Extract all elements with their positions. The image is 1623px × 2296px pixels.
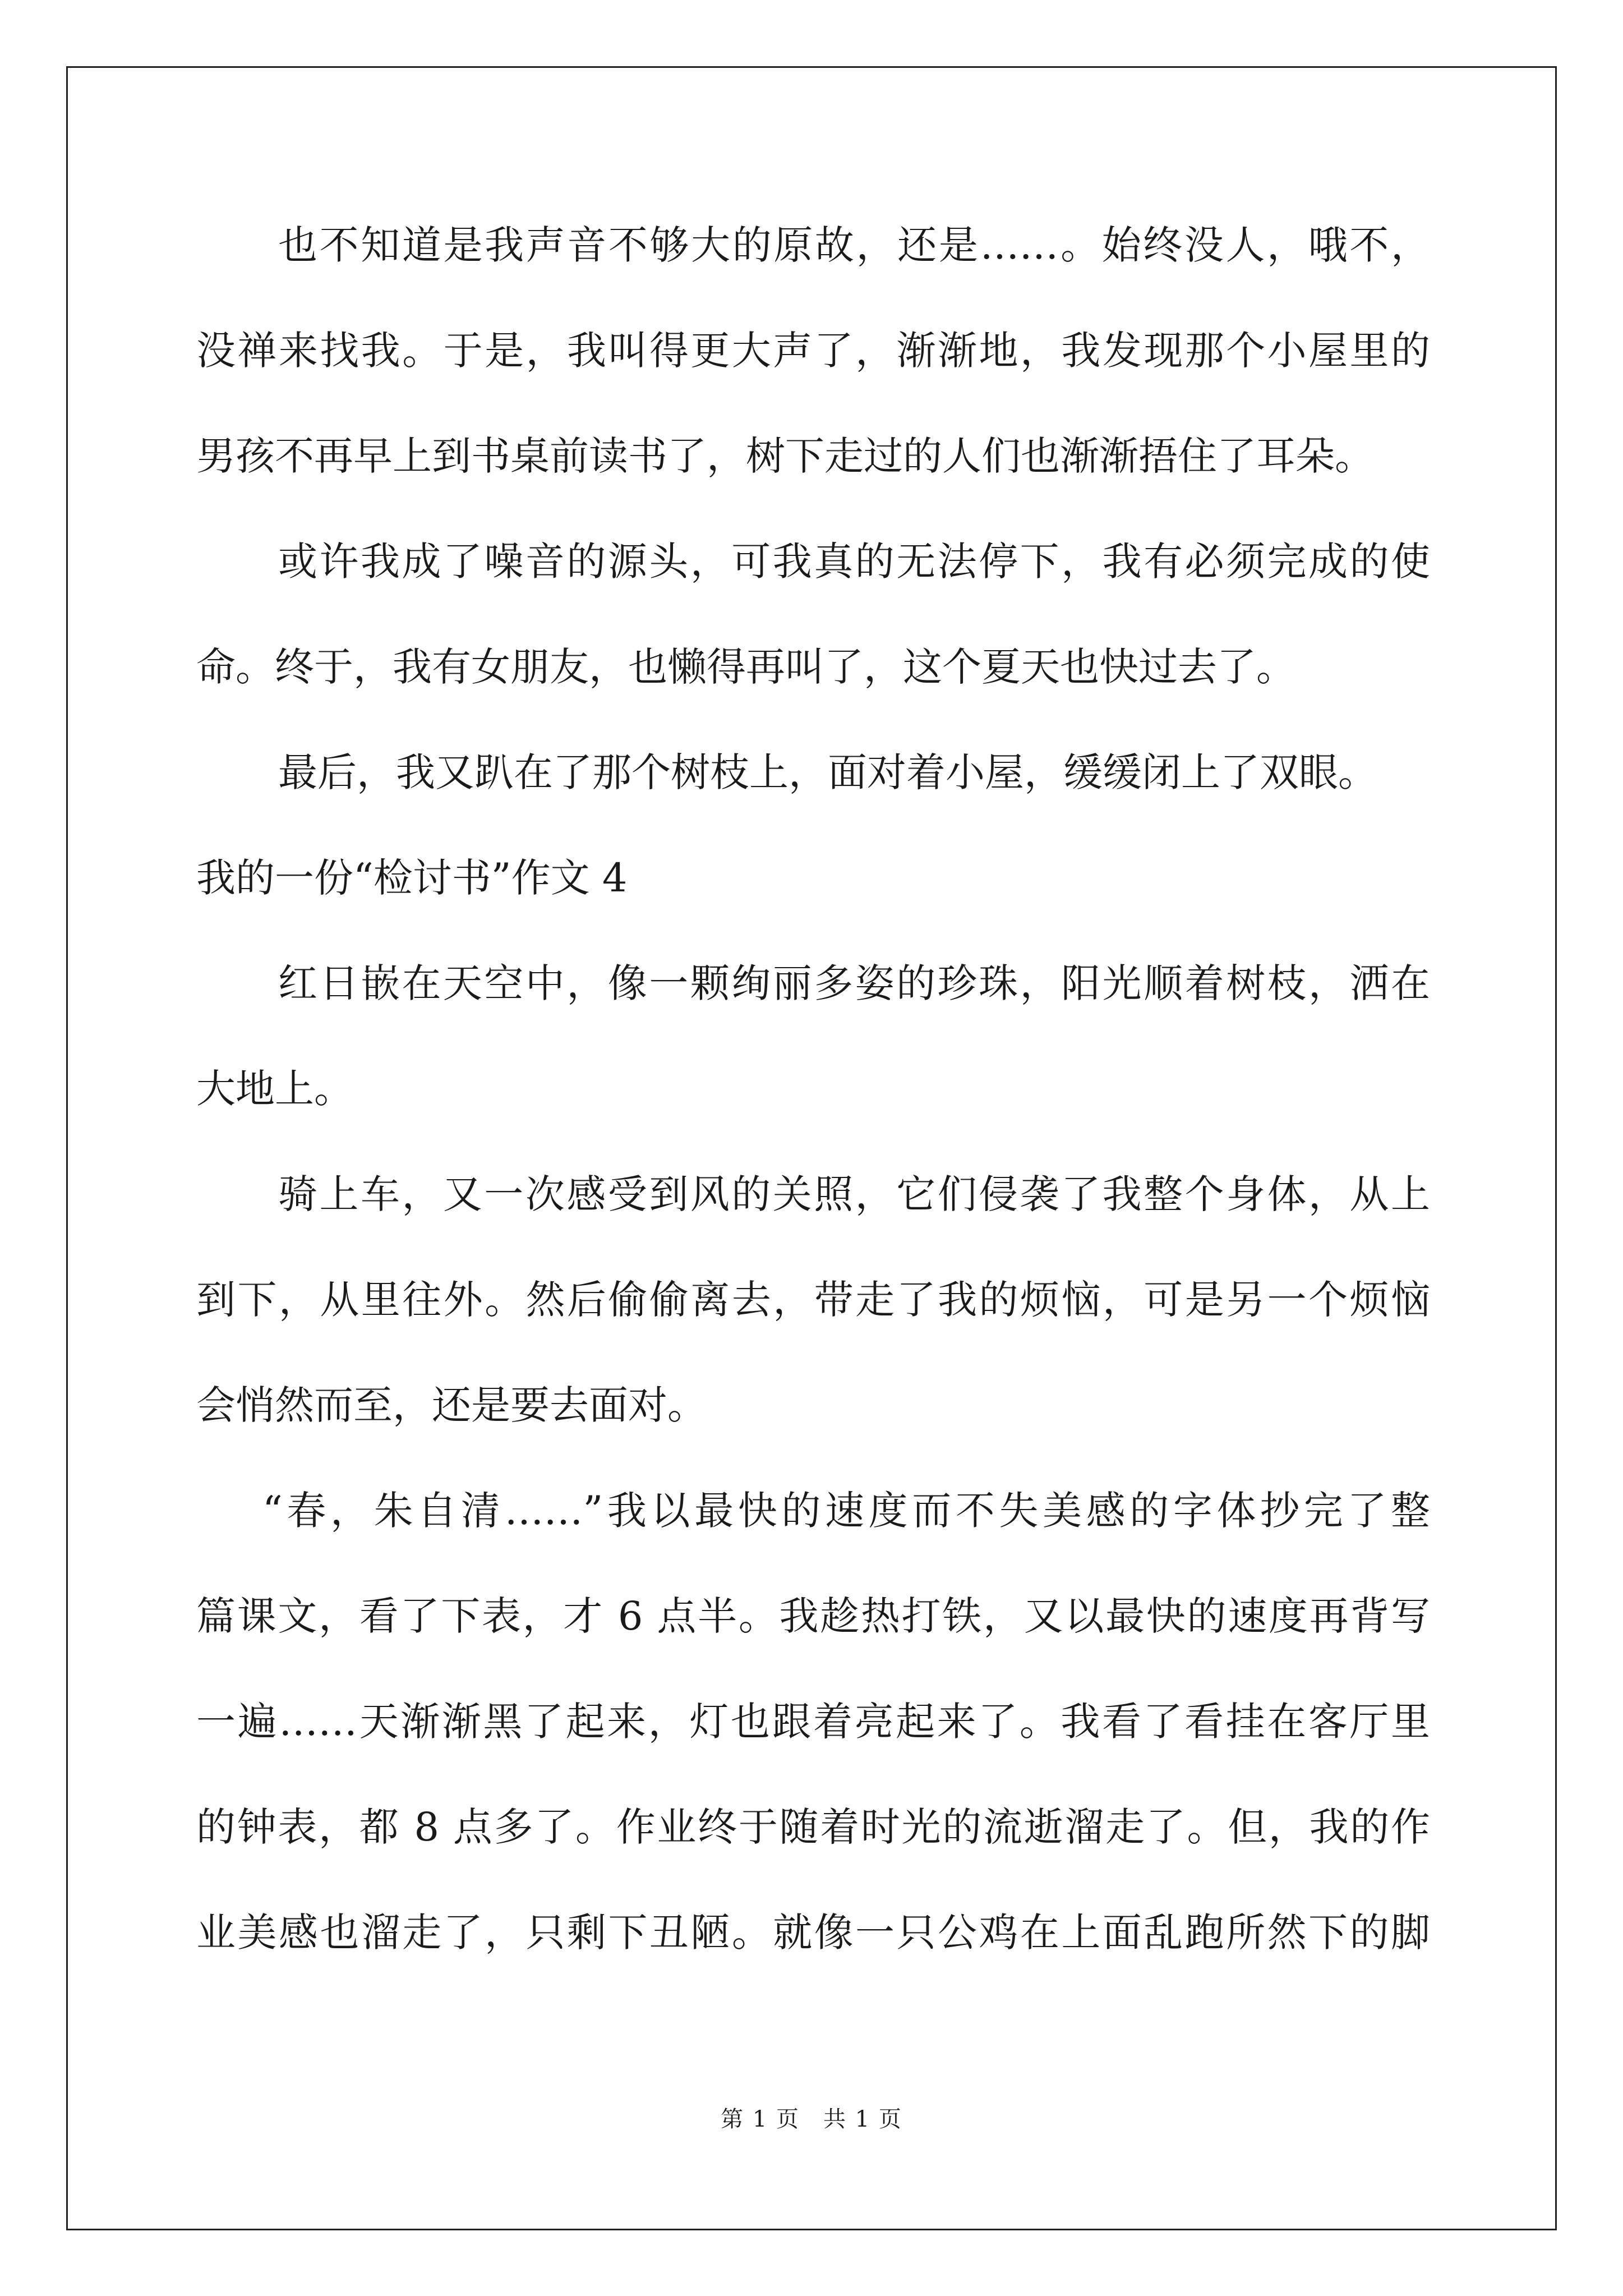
document-body	[196, 209, 1430, 2001]
text-line: 业美感也溜走了，只剩下丑陋。就像一只公鸡在上面乱跑所然下的脚	[196, 1910, 1430, 1955]
section-title: 我的一份“检讨书”作文 4	[196, 855, 628, 901]
text-line: 骑上车，又一次感受到风的关照，它们侵袭了我整个身体，从上	[278, 1171, 1430, 1217]
text-line: 到下，从里往外。然后偷偷离去，带走了我的烦恼，可是另一个烦恼	[196, 1277, 1430, 1323]
text-line: 最后，我又趴在了那个树枝上，面对着小屋，缓缓闭上了双眼。	[278, 749, 1377, 795]
text-line: 会悄然而至，还是要去面对。	[196, 1382, 707, 1428]
text-line: 大地上。	[196, 1066, 353, 1112]
text-line: 男孩不再早上到书桌前读书了，树下走过的人们也渐渐捂住了耳朵。	[196, 433, 1374, 479]
text-line: 篇课文，看了下表，才 6 点半。我趁热打铁，又以最快的速度再背写	[196, 1593, 1430, 1639]
text-line: 红日嵌在天空中，像一颗绚丽多姿的珍珠，阳光顺着树枝，洒在	[278, 960, 1430, 1006]
text-line: 也不知道是我声音不够大的原故，还是……。始终没人，哦不，	[278, 222, 1430, 268]
text-line: 一遍……天渐渐黑了起来，灯也跟着亮起来了。我看了看挂在客厅里	[196, 1699, 1430, 1745]
text-line: 命。终于，我有女朋友，也懒得再叫了，这个夏天也快过去了。	[196, 644, 1295, 690]
page-footer: 第 1 页 共 1 页	[721, 2106, 902, 2132]
text-line: 或许我成了噪音的源头，可我真的无法停下，我有必须完成的使	[278, 539, 1430, 585]
text-line: “春，朱自清……”我以最快的速度而不失美感的字体抄完了整	[262, 1488, 1430, 1534]
text-line: 的钟表，都 8 点多了。作业终于随着时光的流逝溜走了。但，我的作	[196, 1804, 1430, 1850]
text-line: 没禅来找我。于是，我叫得更大声了，渐渐地，我发现那个小屋里的	[196, 328, 1430, 374]
